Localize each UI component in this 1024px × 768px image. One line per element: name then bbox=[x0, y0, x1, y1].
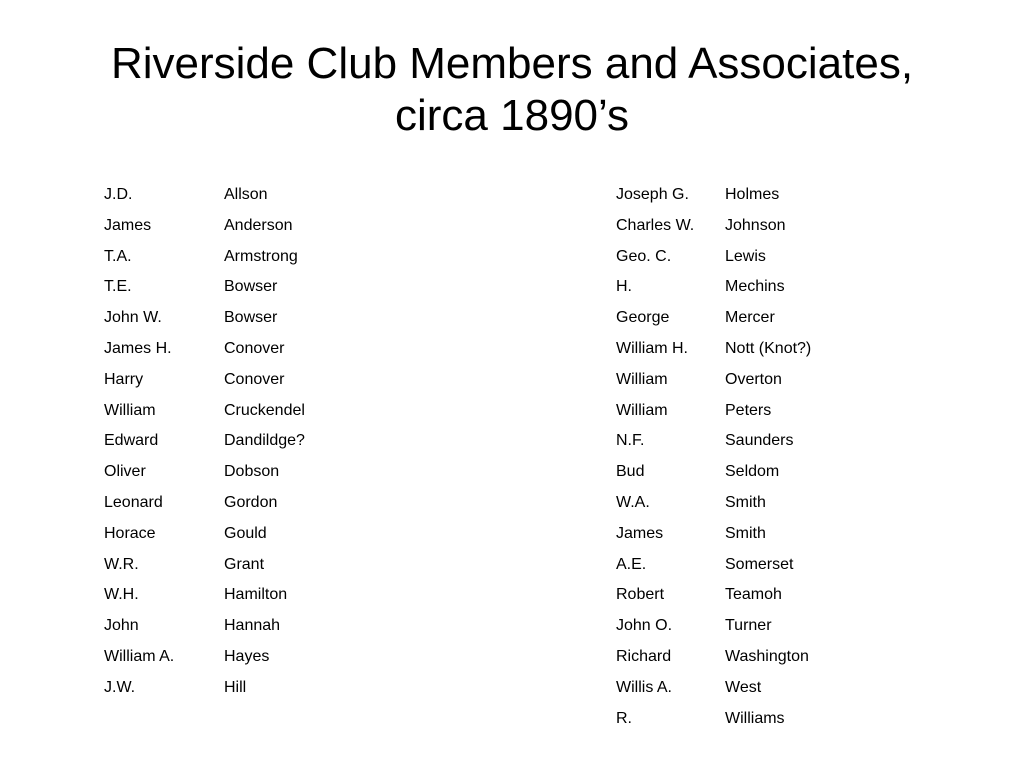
last-name-cell: Armstrong bbox=[224, 247, 298, 265]
first-name-cell: William bbox=[616, 401, 668, 419]
first-name-cell: John W. bbox=[104, 309, 162, 327]
last-name-cell: Somerset bbox=[725, 555, 794, 573]
first-name-cell: Leonard bbox=[104, 493, 163, 511]
first-name-cell: James bbox=[104, 216, 152, 234]
first-name-cell: W.R. bbox=[104, 555, 139, 573]
last-name-cell: Johnson bbox=[725, 216, 786, 234]
first-name-cell: Oliver bbox=[104, 463, 146, 481]
last-name-cell: Williams bbox=[725, 709, 785, 727]
first-name-cell: A.E. bbox=[616, 555, 647, 573]
table-row bbox=[104, 457, 305, 488]
first-name-cell: H. bbox=[616, 278, 632, 296]
last-name-cell: Conover bbox=[224, 339, 285, 357]
first-name-cell: Robert bbox=[616, 586, 665, 604]
table-row bbox=[616, 488, 811, 519]
first-name-cell: George bbox=[616, 309, 670, 327]
table-row bbox=[104, 365, 305, 396]
last-name-cell: Hannah bbox=[224, 617, 281, 635]
first-name-cell: Harry bbox=[104, 370, 144, 388]
last-name-cell: Saunders bbox=[725, 432, 794, 450]
title-line-1: Riverside Club Members and Associates, bbox=[110, 39, 914, 88]
last-name-cell: Smith bbox=[725, 524, 766, 542]
last-name-cell: Nott (Knot?) bbox=[725, 339, 812, 357]
table-row bbox=[104, 611, 305, 642]
table-row bbox=[104, 180, 305, 211]
first-name-cell: T.E. bbox=[104, 278, 132, 296]
first-name-cell: J.D. bbox=[104, 186, 133, 203]
first-name-cell: James bbox=[616, 524, 664, 542]
last-name-cell: Bowser bbox=[224, 309, 278, 327]
first-name-cell: Edward bbox=[104, 432, 159, 450]
table-row bbox=[616, 334, 811, 365]
first-name-cell: William A. bbox=[104, 647, 175, 665]
table-row bbox=[616, 426, 811, 457]
first-name-cell: Charles W. bbox=[616, 216, 695, 234]
table-row bbox=[104, 211, 305, 242]
first-name-cell: R. bbox=[616, 709, 632, 727]
first-name-cell: Horace bbox=[104, 524, 156, 542]
table-row bbox=[616, 180, 811, 211]
table-row bbox=[104, 334, 305, 365]
members-table-right bbox=[616, 180, 811, 734]
table-row bbox=[104, 673, 305, 704]
first-name-cell: Joseph G. bbox=[616, 186, 689, 203]
last-name-cell: Dobson bbox=[224, 463, 280, 481]
first-name-cell: J.W. bbox=[104, 678, 136, 696]
first-name-cell: W.A. bbox=[616, 493, 650, 511]
last-name-cell: Conover bbox=[224, 370, 285, 388]
members-table-left bbox=[104, 180, 305, 704]
table-row bbox=[616, 673, 811, 704]
table-row bbox=[104, 242, 305, 273]
first-name-cell: T.A. bbox=[104, 247, 132, 265]
last-name-cell: Grant bbox=[224, 555, 265, 573]
table-row bbox=[616, 704, 811, 735]
last-name-cell: Anderson bbox=[224, 216, 293, 234]
table-row bbox=[104, 272, 305, 303]
last-name-cell: Hill bbox=[224, 678, 247, 696]
last-name-cell: Cruckendel bbox=[224, 401, 305, 419]
last-name-cell: Bowser bbox=[224, 278, 278, 296]
table-row bbox=[104, 303, 305, 334]
last-name-cell: Mercer bbox=[725, 309, 775, 327]
last-name-cell: Hamilton bbox=[224, 586, 288, 604]
first-name-cell: James H. bbox=[104, 339, 172, 357]
first-name-cell: Bud bbox=[616, 463, 645, 481]
first-name-cell: William bbox=[104, 401, 156, 419]
last-name-cell: Gordon bbox=[224, 493, 278, 511]
table-row bbox=[104, 426, 305, 457]
title-line-2: circa 1890’s bbox=[395, 91, 629, 140]
last-name-cell: Seldom bbox=[725, 463, 780, 481]
first-name-cell: Richard bbox=[616, 647, 672, 665]
last-name-cell: Holmes bbox=[725, 186, 780, 203]
last-name-cell: Washington bbox=[725, 647, 809, 665]
table-row bbox=[104, 488, 305, 519]
first-name-cell: John O. bbox=[616, 617, 673, 635]
members-list-right bbox=[616, 180, 811, 734]
table-row bbox=[104, 396, 305, 427]
first-name-cell: Willis A. bbox=[616, 678, 672, 696]
last-name-cell: Turner bbox=[725, 617, 772, 635]
first-name-cell: Geo. C. bbox=[616, 247, 672, 265]
last-name-cell: Overton bbox=[725, 370, 782, 388]
members-list-left bbox=[104, 180, 305, 704]
table-row bbox=[104, 519, 305, 550]
table-row bbox=[104, 642, 305, 673]
table-row bbox=[616, 611, 811, 642]
table-row bbox=[616, 457, 811, 488]
last-name-cell: Peters bbox=[725, 401, 772, 419]
first-name-cell: William H. bbox=[616, 339, 688, 357]
last-name-cell: Mechins bbox=[725, 278, 785, 296]
table-row bbox=[616, 242, 811, 273]
table-row bbox=[616, 550, 811, 581]
table-row bbox=[616, 365, 811, 396]
table-row bbox=[616, 211, 811, 242]
last-name-cell: Allson bbox=[224, 186, 268, 203]
page-title bbox=[0, 38, 1024, 142]
first-name-cell: N.F. bbox=[616, 432, 645, 450]
last-name-cell: Lewis bbox=[725, 247, 766, 265]
table-row bbox=[616, 396, 811, 427]
first-name-cell: W.H. bbox=[104, 586, 139, 604]
first-name-cell: John bbox=[104, 617, 139, 635]
table-row bbox=[616, 303, 811, 334]
last-name-cell: Smith bbox=[725, 493, 766, 511]
table-row bbox=[616, 580, 811, 611]
last-name-cell: Gould bbox=[224, 524, 267, 542]
first-name-cell: William bbox=[616, 370, 668, 388]
table-row bbox=[104, 580, 305, 611]
last-name-cell: Teamoh bbox=[725, 586, 782, 604]
last-name-cell: West bbox=[725, 678, 762, 696]
last-name-cell: Hayes bbox=[224, 647, 270, 665]
table-row bbox=[616, 519, 811, 550]
table-row bbox=[616, 272, 811, 303]
table-row bbox=[616, 642, 811, 673]
table-row bbox=[104, 550, 305, 581]
last-name-cell: Dandildge? bbox=[224, 432, 305, 450]
